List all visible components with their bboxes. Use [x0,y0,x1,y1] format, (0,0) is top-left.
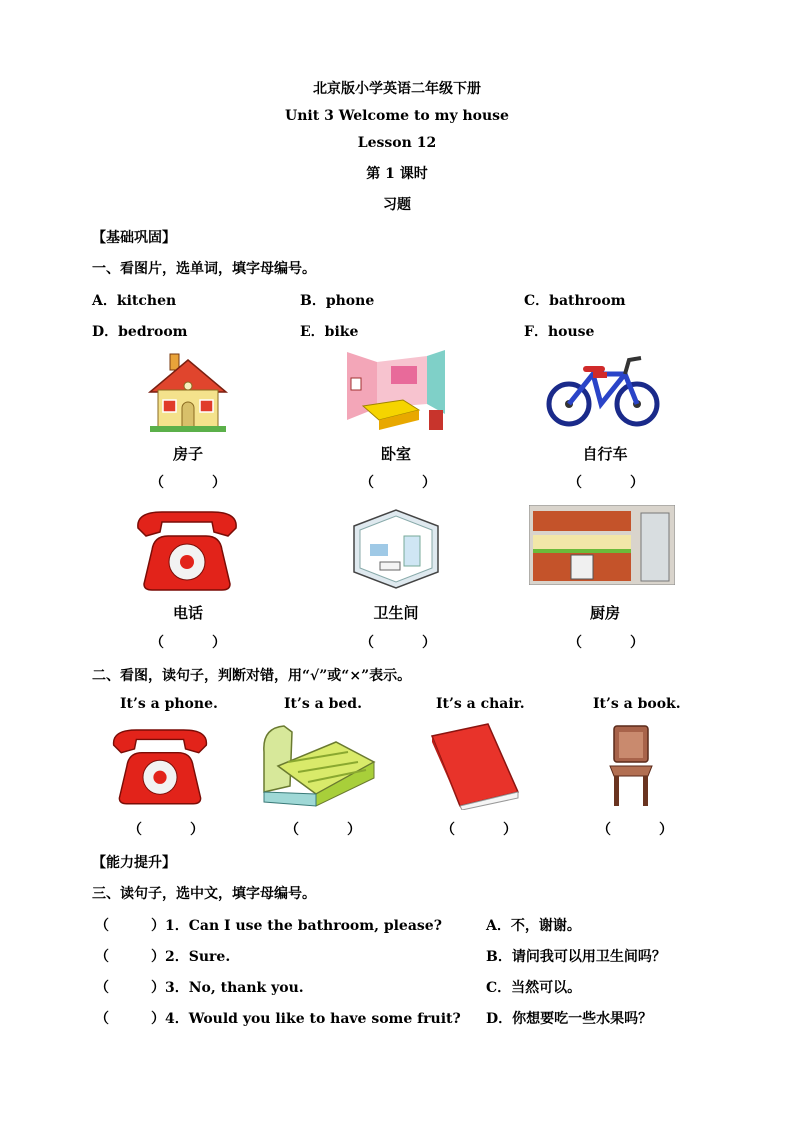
bed-icon [258,722,378,808]
q1-picture-label-bike: 自行车 [582,445,628,463]
unit-title: Unit 3 Welcome to my house [285,108,509,124]
q1-option-c: C．bathroom [524,293,626,309]
q1-picture-label-kitchen: 厨房 [589,604,620,622]
q3-item-1: （ ）1．Can I use the bathroom, please? [95,918,442,934]
q2-answer-4[interactable]: （ ） [597,822,673,838]
q2-answer-1[interactable]: （ ） [128,822,204,838]
house-icon [146,350,230,434]
q3-instruction: 三、读句子，选中文，填字母编号。 [92,886,316,902]
chair-icon [606,724,656,808]
q1-picture-label-bathroom: 卫生间 [373,604,419,622]
q3-option-d: D．你想要吃一些水果吗？ [486,1011,653,1027]
q1-answer-5[interactable]: （ ） [360,635,436,651]
q1-answer-4[interactable]: （ ） [150,635,226,651]
q1-answer-3[interactable]: （ ） [568,475,644,491]
q3-option-a: A．不，谢谢。 [486,918,581,934]
q3-item-2: （ ）2．Sure. [95,949,231,965]
series-title: 北京版小学英语二年级下册 [313,81,481,97]
bike-icon [545,352,661,430]
doc-type-title: 习题 [383,197,411,213]
phone-icon [108,724,212,806]
q3-item-3: （ ）3．No, thank you. [95,980,304,996]
bathroom-icon [350,506,442,592]
section-advanced-title: 【能力提升】 [92,855,176,871]
q2-sentence-4: It’s a book. [593,696,681,712]
q1-option-b: B．phone [300,293,375,309]
section-basic-title: 【基础巩固】 [92,230,176,246]
q1-option-d: D．bedroom [92,324,188,340]
kitchen-icon [529,505,675,585]
q2-sentence-3: It’s a chair. [436,696,525,712]
bedroom-icon [343,348,447,434]
book-icon [428,722,522,810]
phone-icon [132,506,242,592]
q2-sentence-2: It’s a bed. [284,696,362,712]
q1-picture-label-house: 房子 [172,445,203,463]
q1-picture-label-phone: 电话 [172,604,203,622]
q2-answer-3[interactable]: （ ） [441,822,517,838]
period-title: 第 1 课时 [366,166,428,182]
q1-answer-6[interactable]: （ ） [568,635,644,651]
q2-answer-2[interactable]: （ ） [285,822,361,838]
q1-answer-2[interactable]: （ ） [360,475,436,491]
q2-sentence-1: It’s a phone. [120,696,218,712]
q1-instruction: 一、看图片，选单词，填字母编号。 [92,261,316,277]
q1-answer-1[interactable]: （ ） [150,475,226,491]
q3-option-b: B．请问我可以用卫生间吗？ [486,949,666,965]
q3-option-c: C．当然可以。 [486,980,582,996]
q1-option-a: A．kitchen [92,293,177,309]
q3-answer-3[interactable]: （ ） [95,980,165,996]
q3-answer-1[interactable]: （ ） [95,918,165,934]
lesson-title: Lesson 12 [357,135,437,151]
q1-option-f: F．house [524,324,595,340]
q1-picture-label-bedroom: 卧室 [380,445,411,463]
q3-answer-4[interactable]: （ ） [95,1011,165,1027]
q3-item-4: （ ）4．Would you like to have some fruit? [95,1011,461,1027]
q1-option-e: E．bike [300,324,359,340]
q3-answer-2[interactable]: （ ） [95,949,165,965]
q2-instruction: 二、看图，读句子，判断对错，用“√”或“×”表示。 [92,668,412,684]
